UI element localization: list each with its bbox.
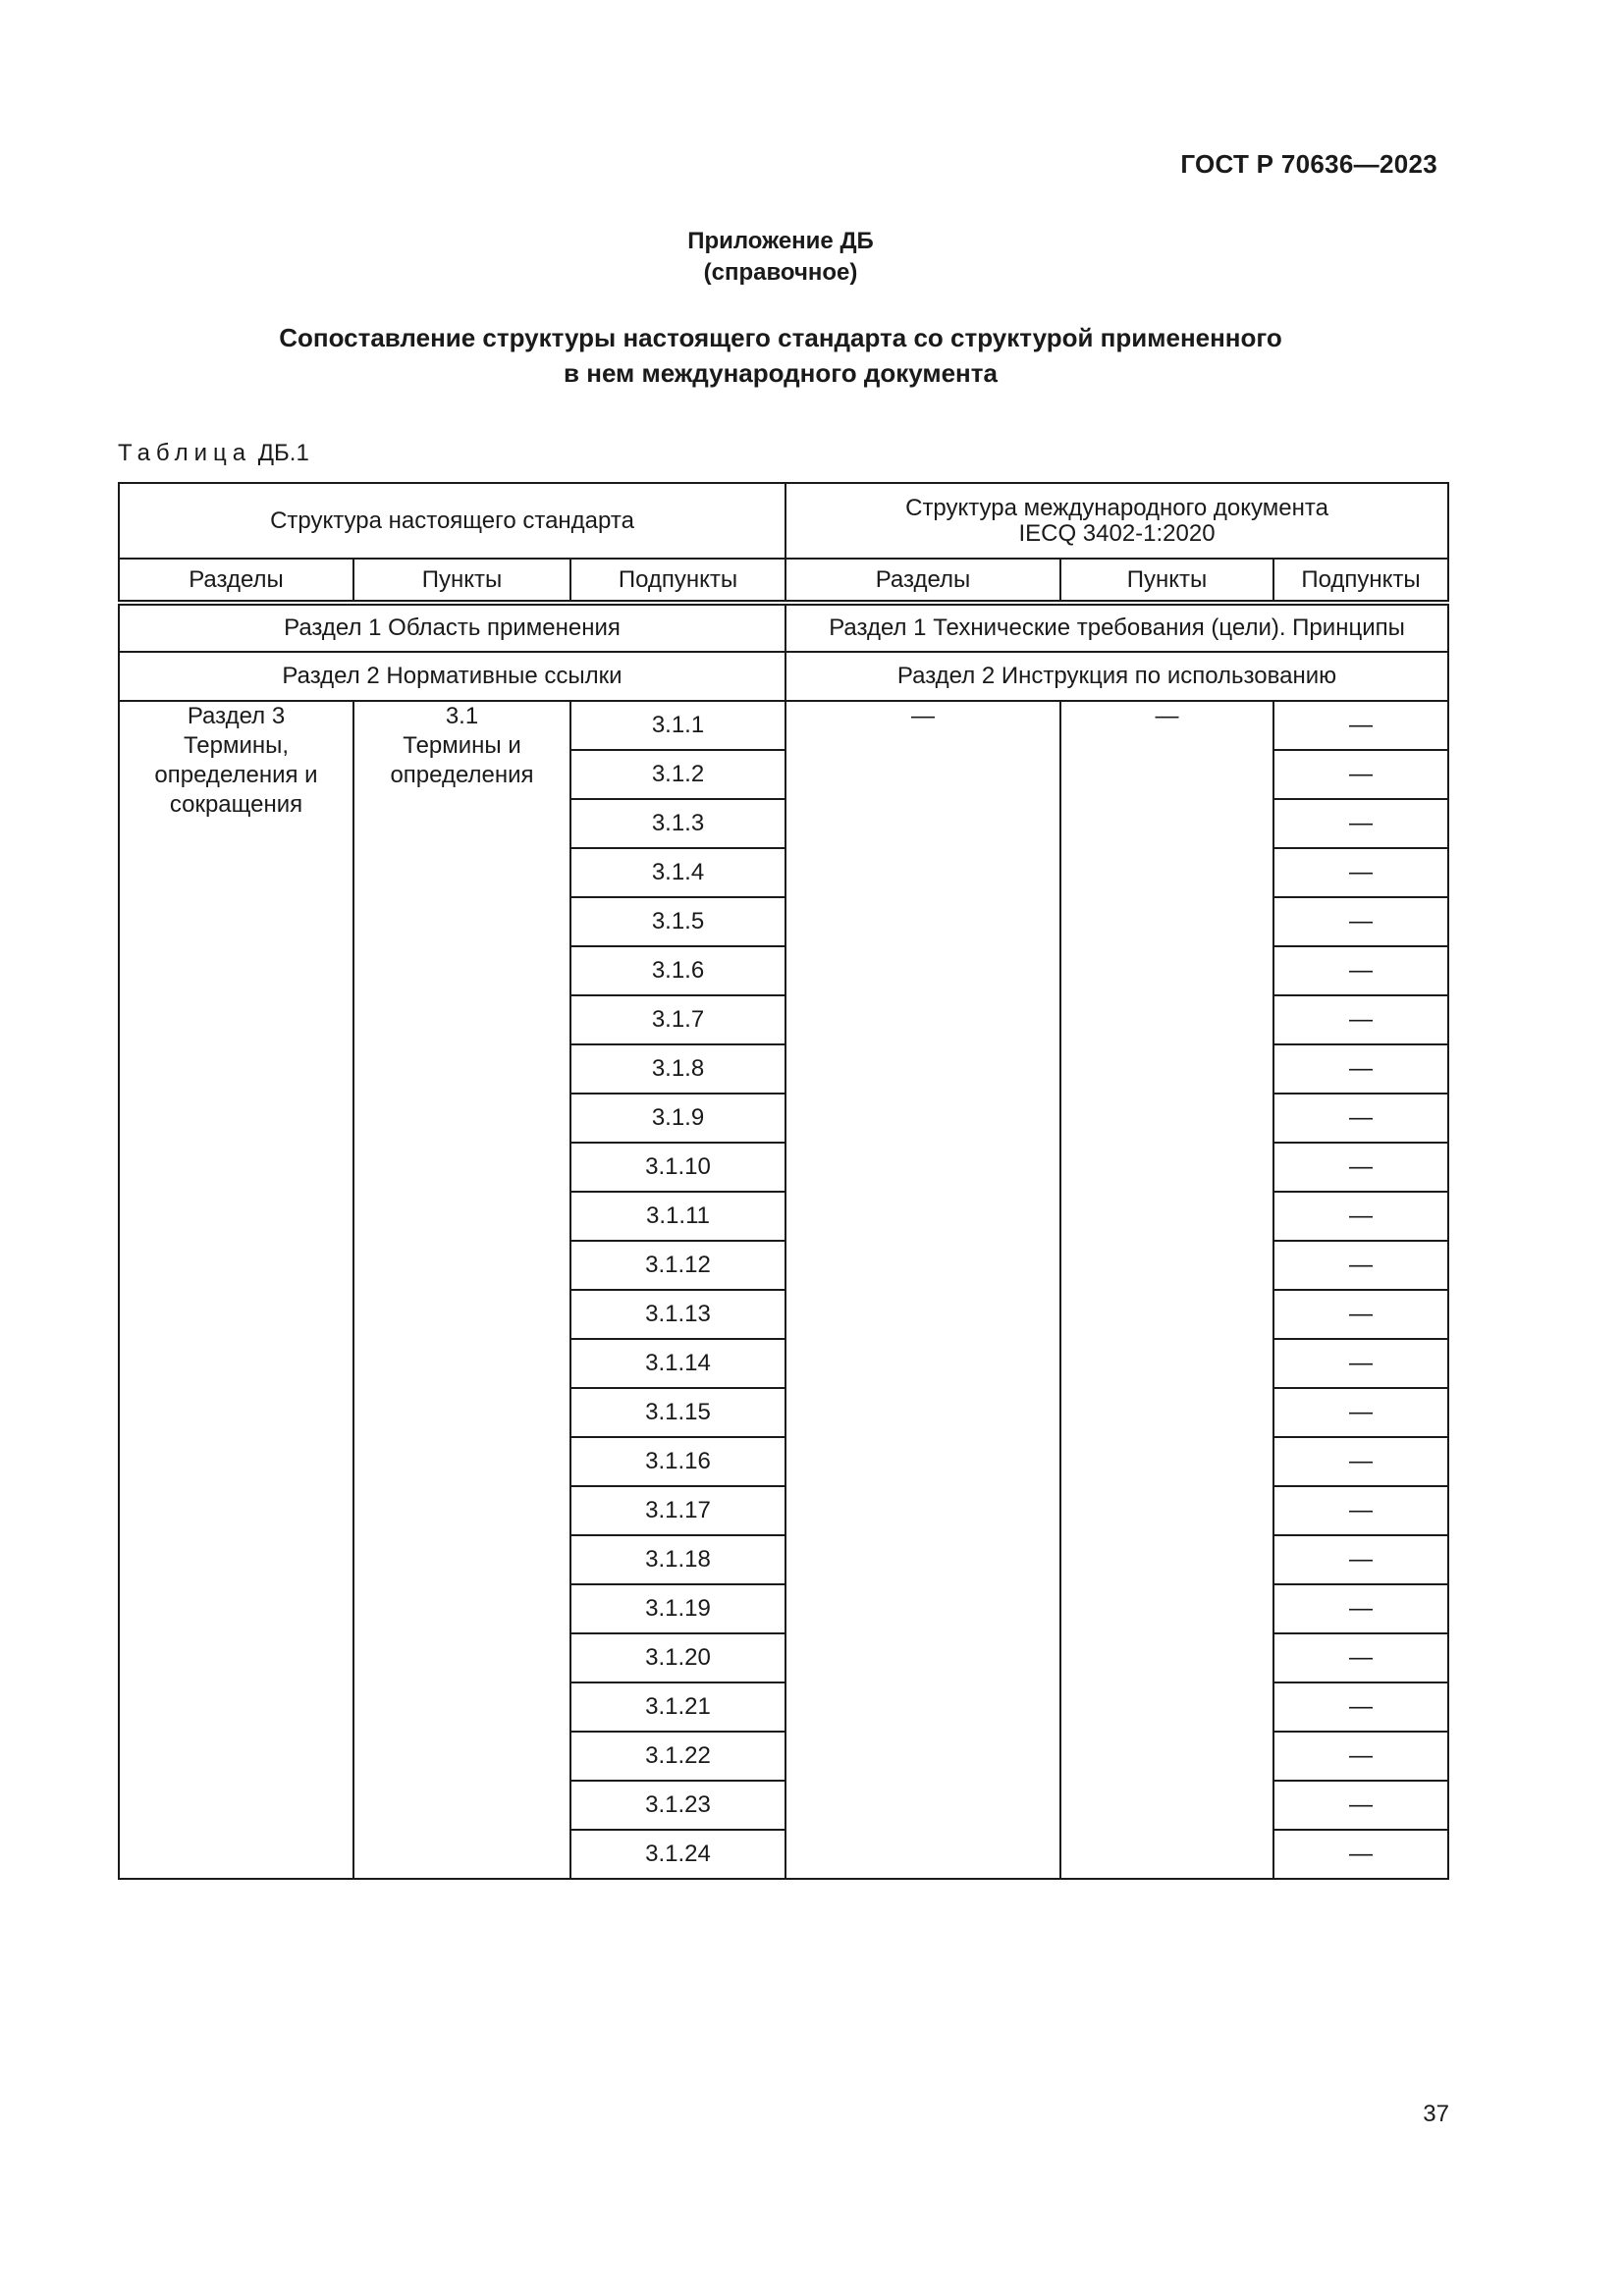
column-header: Пункты <box>1060 559 1273 603</box>
structure-comparison-table <box>118 482 1449 1880</box>
column-header: Пункты <box>353 559 570 603</box>
group-header-row <box>119 483 1448 559</box>
intl-subclause-cell: — <box>1273 897 1448 946</box>
section-3-text: Раздел 3 <box>187 703 286 729</box>
intl-subclause-cell: — <box>1273 946 1448 995</box>
intl-subclause-cell: — <box>1273 1339 1448 1388</box>
intl-subclause-cell: — <box>1273 1682 1448 1732</box>
table-row <box>119 701 1448 750</box>
intl-subclause-cell: — <box>1273 1388 1448 1437</box>
subclause-cell: 3.1.4 <box>570 848 785 897</box>
section-3-cell <box>119 701 353 1879</box>
intl-subclause-cell: — <box>1273 1094 1448 1143</box>
subclause-cell: 3.1.10 <box>570 1143 785 1192</box>
table-caption-word: Таблица <box>118 440 252 466</box>
clause-3-1-text: 3.1 <box>445 703 479 729</box>
intl-clause-cell: — <box>1060 701 1273 1879</box>
intl-subclause-cell: — <box>1273 1584 1448 1633</box>
section-3-text: Термины, <box>183 732 290 759</box>
group-header-national: Структура настоящего стандарта <box>119 483 785 559</box>
intl-subclause-cell: — <box>1273 1241 1448 1290</box>
section-national: Раздел 1 Область применения <box>119 603 785 652</box>
subclause-cell: 3.1.5 <box>570 897 785 946</box>
intl-subclause-cell: — <box>1273 701 1448 750</box>
subclause-cell: 3.1.13 <box>570 1290 785 1339</box>
section-3-text: определения и <box>154 762 318 788</box>
intl-subclause-cell: — <box>1273 750 1448 799</box>
column-header: Подпункты <box>570 559 785 603</box>
subclause-cell: 3.1.14 <box>570 1339 785 1388</box>
subclause-cell: 3.1.20 <box>570 1633 785 1682</box>
group-header-international-line-2: IECQ 3402-1:2020 <box>1018 519 1216 547</box>
subclause-cell: 3.1.15 <box>570 1388 785 1437</box>
subclause-cell: 3.1.2 <box>570 750 785 799</box>
main-title-line-2: в нем международного документа <box>564 358 998 388</box>
intl-section-cell: — <box>785 701 1060 1879</box>
subclause-cell: 3.1.18 <box>570 1535 785 1584</box>
section-row <box>119 603 1448 652</box>
main-title <box>0 320 1561 391</box>
group-header-international-line-1: Структура международного документа <box>905 494 1328 521</box>
subclause-cell: 3.1.6 <box>570 946 785 995</box>
intl-subclause-cell: — <box>1273 1830 1448 1879</box>
section-3-text: сокращения <box>169 791 303 818</box>
section-international: Раздел 2 Инструкция по использованию <box>785 652 1448 701</box>
intl-subclause-cell: — <box>1273 995 1448 1044</box>
intl-subclause-cell: — <box>1273 1437 1448 1486</box>
intl-subclause-cell: — <box>1273 1192 1448 1241</box>
subclause-cell: 3.1.11 <box>570 1192 785 1241</box>
intl-subclause-cell: — <box>1273 1633 1448 1682</box>
subclause-cell: 3.1.7 <box>570 995 785 1044</box>
intl-subclause-cell: — <box>1273 1290 1448 1339</box>
subclause-cell: 3.1.22 <box>570 1732 785 1781</box>
intl-subclause-cell: — <box>1273 1143 1448 1192</box>
subclause-cell: 3.1.24 <box>570 1830 785 1879</box>
document-code: ГОСТ Р 70636—2023 <box>1180 149 1437 179</box>
column-header: Подпункты <box>1273 559 1448 603</box>
intl-subclause-cell: — <box>1273 799 1448 848</box>
clause-3-1-cell <box>353 701 570 1879</box>
intl-subclause-cell: — <box>1273 1781 1448 1830</box>
subclause-cell: 3.1.23 <box>570 1781 785 1830</box>
main-title-line-1: Сопоставление структуры настоящего стандарта со структурой примененного <box>279 323 1282 352</box>
intl-subclause-cell: — <box>1273 848 1448 897</box>
table-caption <box>118 440 309 467</box>
subclause-cell: 3.1.17 <box>570 1486 785 1535</box>
subclause-cell: 3.1.3 <box>570 799 785 848</box>
section-international: Раздел 1 Технические требования (цели). Принципы <box>785 603 1448 652</box>
subclause-cell: 3.1.16 <box>570 1437 785 1486</box>
subclause-cell: 3.1.9 <box>570 1094 785 1143</box>
section-row <box>119 652 1448 701</box>
column-header: Разделы <box>785 559 1060 603</box>
subclause-cell: 3.1.1 <box>570 701 785 750</box>
intl-subclause-cell: — <box>1273 1535 1448 1584</box>
section-national: Раздел 2 Нормативные ссылки <box>119 652 785 701</box>
subclause-cell: 3.1.19 <box>570 1584 785 1633</box>
column-header-row <box>119 559 1448 603</box>
page-number: 37 <box>1423 2101 1449 2127</box>
subclause-cell: 3.1.12 <box>570 1241 785 1290</box>
appendix-heading <box>0 226 1561 289</box>
table-caption-number: ДБ.1 <box>257 440 309 466</box>
group-header-international <box>785 483 1448 559</box>
intl-subclause-cell: — <box>1273 1732 1448 1781</box>
clause-3-1-text: определения <box>390 762 534 788</box>
subclause-cell: 3.1.21 <box>570 1682 785 1732</box>
intl-subclause-cell: — <box>1273 1044 1448 1094</box>
clause-3-1-text: Термины и <box>403 732 521 759</box>
appendix-subtitle: (справочное) <box>703 259 858 286</box>
intl-subclause-cell: — <box>1273 1486 1448 1535</box>
column-header: Разделы <box>119 559 353 603</box>
subclause-cell: 3.1.8 <box>570 1044 785 1094</box>
appendix-title: Приложение ДБ <box>687 228 874 254</box>
